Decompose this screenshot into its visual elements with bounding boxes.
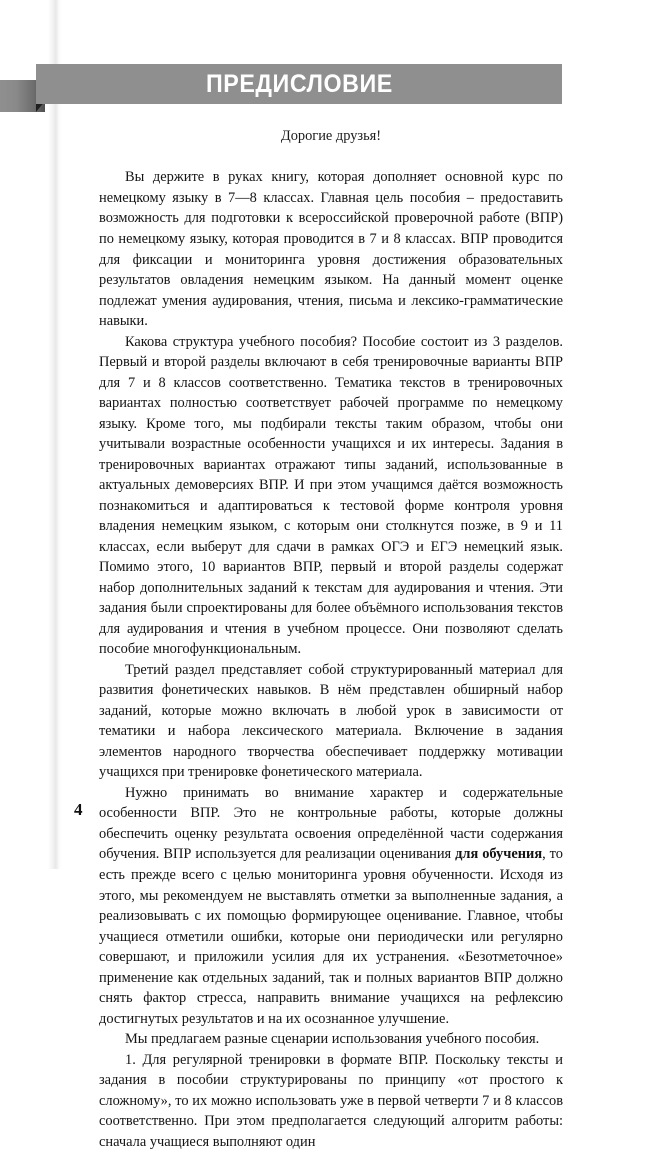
paragraph-6: 1. Для регулярной тренировки в формате ВПР. Поскольку тексты и задания в пособии структурированы по принципу «от простого к сложному», то их можно использовать уже в первой четверти 7 и 8 классов соответственно. При этом предполагается следующий алгоритм работы: сначала учащиеся выполняют один (99, 1051, 563, 1150)
greeting-line: Дорогие друзья! (280, 128, 382, 144)
page-gutter-shadow (48, 0, 62, 869)
paragraph-1: Вы держите в руках книгу, которая дополняет основной курс по немецкому языку в 7—8 классах. Главная цель пособия – предоставить возможность для подготовки к всероссийской проверочной работе (ВПР) по немецкому языку, которая проводится в 7 и 8 классах. ВПР проводится для фиксации и мониторинга уровня достижения образовательных результатов овладения немецким языком. На данный момент оценке подлежат умения аудирования, чтения, письма и лексико-грамматические навыки. (99, 169, 563, 330)
body-text-column (99, 126, 563, 1152)
paragraph-2: Какова структура учебного пособия? Пособие состоит из 3 разделов. Первый и второй разделы включают в себя тренировочные варианты ВПР для 7 и 8 классов соответственно. Тематика текстов в тренировочных вариантах полностью соответствует рабочей программе по немецкому языку. Кроме того, мы подбирали тексты таким образом, чтобы они учитывали возрастные особенности учащихся и их интересы. Задания в тренировочных вариантах отражают типы заданий, использованные в актуальных демоверсиях ВПР. И при этом учащимся даётся возможность познакомиться и адаптироваться к тестовой форме контроля уровня владения немецким языком, с которым они столкнутся позже, в 9 и 11 классах, если выберут для сдачи в рамках ОГЭ и ЕГЭ немецкий язык. Помимо этого, 10 вариантов ВПР, первый и второй разделы содержат набор дополнительных заданий к текстам для аудирования и чтения. Эти задания были спроектированы для более объёмного использования текстов для аудирования и чтения в учебном процессе. Они позволяют сделать пособие многофункциональным. (99, 333, 563, 658)
chapter-title: ПРЕДИСЛОВИЕ (205, 69, 393, 98)
emphasized-phrase: для обучения (455, 846, 543, 863)
chapter-header-banner (36, 64, 562, 104)
page-folio-number: 4 (74, 800, 83, 819)
text-run: , то есть прежде всего с целью мониторинга уровня обученности. Исходя из этого, мы рекомендуем не выставлять отметки за выполненные задания, а реализовывать с их помощью формирующее оценивание. Главное, чтобы учащиеся отметили ошибки, которые они периодически или регулярно совершают, и приложили усилия для их устранения. «Безотметочное» применение как отдельных заданий, так и полных вариантов ВПР должно снять фактор стресса, направить внимание учащихся на рефлексию достигнутых результатов и на их осознанное улучшение. (99, 846, 563, 1027)
text-run: Нужно принимать во внимание характер и содержательные особенности ВПР. Это не контрольные работы, которые должны обеспечить оценку результата освоения определённой части содержания обучения. ВПР используется для реализации оценивания (99, 784, 563, 863)
paragraph-3: Третий раздел представляет собой структурированный материал для развития фонетических навыков. В нём представлен обширный набор заданий, которые можно включать в любой урок в зависимости от тематики и набора лексического материала. Включение в задания элементов народного творчества обеспечивает поддержку мотивации учащихся при тренировке фонетического материала. (99, 661, 563, 781)
paragraph-5: Мы предлагаем разные сценарии использования учебного пособия. (125, 1031, 540, 1048)
paragraph-4 (99, 783, 563, 1029)
